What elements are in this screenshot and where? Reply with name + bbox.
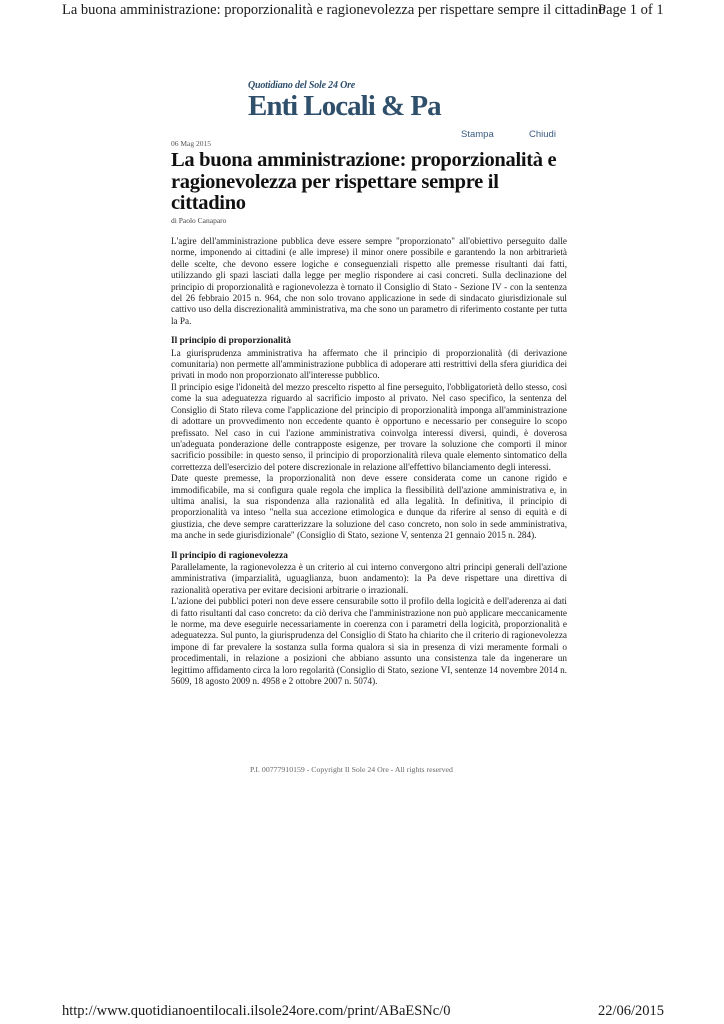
masthead-subtitle: Quotidiano del Sole 24 Ore [248, 80, 356, 91]
print-header [0, 0, 724, 26]
article-headline: La buona amministrazione: proporzionalità e ragionevolezza per rispettare sempre il cittadino [171, 149, 557, 214]
article-body [171, 236, 567, 687]
close-link[interactable]: Chiudi [529, 129, 556, 140]
article-intro-paragraph: L'agire dell'amministrazione pubblica deve essere sempre "proporzionato" all'obiettivo perseguito dalle norme, imponendo ai cittadini (e alle imprese) il minor onere possibile e garantendo la non arbitrarietà delle scelte, che devono essere logiche e conseguenziali rispetto alle premesse risultanti dai fatti, utilizzando gli spazi lasciati dalla legge per meglio rispondere ai casi concreti. Sulla declinazione del principio di proporzionalità e ragionevolezza è tornato il Consiglio di Stato - Sezione IV - con la sentenza del 26 febbraio 2015 n. 964, che non solo trovano applicazione in sede di sindacato giurisdizionale sul cattivo uso della discrezionalità amministrativa, ma che sono un parametro di riferimento costante per tutta la Pa. [171, 236, 567, 326]
section-heading-ragionevolezza: Il principio di ragionevolezza [171, 550, 288, 561]
article-paragraph: Il principio esige l'idoneità del mezzo prescelto rispetto al fine perseguito, l'obbligatorietà dello stesso, così come la sua adeguatezza riguardo al sacrificio imposto al privato. Nel caso specifico, la sentenza del Consiglio di Stato rileva come l'applicazione del principio di proporzionalità imponga all'amministrazione di adottare un provvedimento non eccedente quanto è opportuno e necessario per conseguire lo scopo prefissato. Nel caso in cui l'azione amministrativa coinvolga interessi diversi, quindi, è doverosa un'adeguata ponderazione delle contrapposte esigenze, per trovare la soluzione che comporti il minor sacrificio possibile: in questo senso, il principio di proporzionalità rileva quale elemento sintomatico della correttezza dell'esercizio del potere discrezionale in relazione all'effettivo bilanciamento degli interessi. [171, 381, 567, 472]
article-date: 06 Mag 2015 [171, 139, 211, 148]
copyright-notice: P.I. 00777910159 - Copyright Il Sole 24 Ore - All rights reserved [250, 765, 453, 774]
print-header-page-number: Page 1 of 1 [598, 2, 664, 18]
article-paragraph: Date queste premesse, la proporzionalità non deve essere considerata come un canone rigido e immodificabile, ma si configura quale regola che implica la flessibilità dell'azione amministrativa e, in ultima analisi, la sua rispondenza alla razionalità ed alla legalità. In definitiva, il principio di proporzionalità va inteso "nella sua accezione etimologica e dunque da riferire al senso di equità e di giustizia, che deve sempre caratterizzare la soluzione del caso concreto, non solo in sede amministrativa, ma anche in sede giurisdizionale" (Consiglio di Stato, sezione V, sentenza 21 gennaio 2015 n. 284). [171, 473, 567, 541]
masthead-title: Enti Locali & Pa [248, 90, 441, 122]
print-header-title: La buona amministrazione: proporzionalità e ragionevolezza per rispettare sempre il cittadino [62, 2, 606, 18]
section-heading-proporzionalita: Il principio di proporzionalità [171, 336, 291, 347]
article-paragraph: Parallelamente, la ragionevolezza è un criterio al cui interno convergono altri principi generali dell'azione amministrativa (imparzialità, uguaglianza, buon andamento): la Pa deve rispettare una direttiva di razionalità operativa per evitare decisioni arbitrarie o irrazionali. [171, 561, 567, 595]
article-paragraph: La giurisprudenza amministrativa ha affermato che il principio di proporzionalità (di derivazione comunitaria) non permette all'amministrazione pubblica di adoperare atti restrittivi della sfera giuridica dei privati in modo non proporzionato all'interesse pubblico. [171, 347, 567, 381]
article-byline: di Paolo Canaparo [171, 216, 227, 225]
masthead-logo [248, 80, 488, 122]
print-footer-date: 22/06/2015 [598, 1003, 665, 1019]
print-footer-url: http://www.quotidianoentilocali.ilsole24ore.com/print/ABaESNc/0 [62, 1003, 451, 1019]
article-paragraph: L'azione dei pubblici poteri non deve essere censurabile sotto il profilo della logicità e dell'aderenza ai dati di fatto risultanti dal caso concreto: da ciò deriva che l'amministrazione non può applicare meccanicamente le norme, ma deve eseguirle necessariamente in coerenza con i parametri della logicità, proporzionalità e adeguatezza. Sul punto, la giurisprudenza del Consiglio di Stato ha chiarito che il criterio di ragionevolezza impone di far prevalere la sostanza sulla forma qualora si sia in presenza di vizi meramente formali o procedimentali, in relazione a posizioni che abbiano assunto una consistenza tale da ingenerare un legittimo affidamento circa la loro regolarità (Consiglio di Stato, sezione VI, sentenze 14 novembre 2014 n. 5609, 18 agosto 2009 n. 4958 e 2 ottobre 2007 n. 5074). [171, 596, 567, 687]
print-link[interactable]: Stampa [461, 129, 494, 140]
